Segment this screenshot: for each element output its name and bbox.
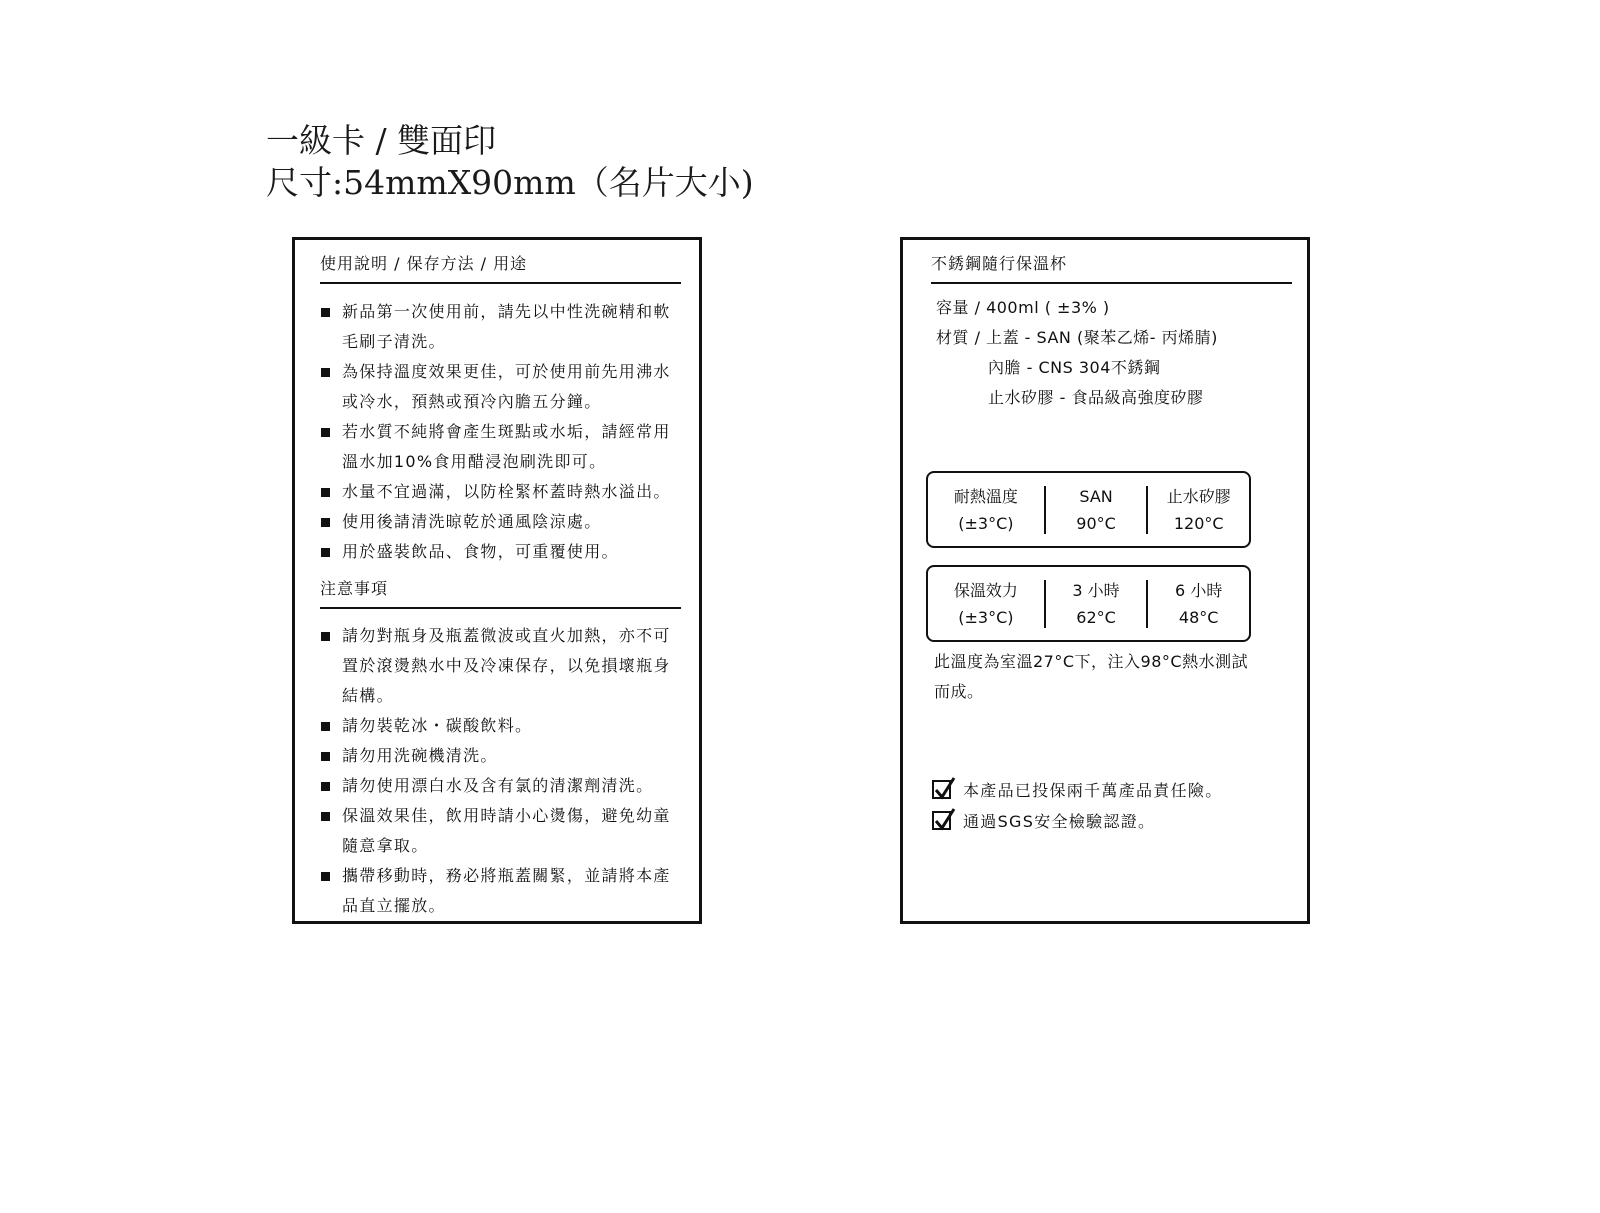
list-item: 請勿用洗碗機清洗。 <box>321 741 686 771</box>
bullet-square-icon <box>321 752 330 761</box>
list-item: 請勿對瓶身及瓶蓋微波或直火加熱，亦不可置於滾燙熱水中及冷凍保存，以免損壞瓶身結構。 <box>321 621 686 711</box>
list-item: 水量不宜過滿，以防栓緊杯蓋時熱水溢出。 <box>321 477 686 507</box>
caution-list <box>321 621 686 921</box>
insulation-label-cell: 保溫效力 (±3°C) <box>953 580 1018 627</box>
usage-list <box>321 297 686 567</box>
list-item: 請勿使用漂白水及含有氯的清潔劑清洗。 <box>321 771 686 801</box>
usage-section-title: 使用說明 / 保存方法 / 用途 <box>320 253 681 284</box>
certification-list <box>932 774 1223 836</box>
caution-section-title: 注意事項 <box>320 578 681 609</box>
material-spec: 材質 / 上蓋 - SAN (聚苯乙烯- 丙烯腈) <box>936 328 1218 347</box>
heat-silicone-cell: 止水矽膠 120°C <box>1166 486 1231 533</box>
list-item: 用於盛裝飲品、食物，可重覆使用。 <box>321 537 686 567</box>
list-item: 請勿裝乾冰・碳酸飲料。 <box>321 711 686 741</box>
list-item: 本產品已投保兩千萬產品責任險。 <box>932 774 1223 805</box>
product-title: 不銹鋼隨行保溫杯 <box>931 253 1292 284</box>
inner-spec: 內膽 - CNS 304不銹鋼 <box>988 358 1161 377</box>
page-heading <box>266 120 754 204</box>
insulation-6h-cell: 6 小時 48°C <box>1175 580 1223 627</box>
bullet-square-icon <box>321 722 330 731</box>
print-spec-title: 一級卡 / 雙面印 <box>266 121 497 160</box>
bullet-square-icon <box>321 872 330 881</box>
bullet-square-icon <box>321 548 330 557</box>
card-instructions <box>292 237 702 924</box>
list-item: 若水質不純將會產生斑點或水垢，請經常用溫水加10%食用醋浸泡刷洗即可。 <box>321 417 686 477</box>
capacity-spec: 容量 / 400ml ( ±3% ) <box>936 298 1110 317</box>
heat-san-cell: SAN 90°C <box>1076 486 1116 533</box>
bullet-square-icon <box>321 368 330 377</box>
card-product-info <box>900 237 1310 924</box>
size-spec: 尺寸:54mmX90mm（名片大小) <box>266 163 754 202</box>
heat-resistance-table <box>926 471 1251 548</box>
list-item: 保溫效果佳，飲用時請小心燙傷，避免幼童隨意拿取。 <box>321 801 686 861</box>
bullet-square-icon <box>321 782 330 791</box>
heat-label-cell: 耐熱溫度 (±3°C) <box>953 486 1018 533</box>
bullet-square-icon <box>321 488 330 497</box>
spec-block <box>936 293 1218 413</box>
list-item: 通過SGS安全檢驗認證。 <box>932 805 1223 836</box>
list-item: 攜帶移動時，務必將瓶蓋關緊，並請將本產品直立擺放。 <box>321 861 686 921</box>
bullet-square-icon <box>321 518 330 527</box>
checkbox-checked-icon <box>932 780 951 799</box>
list-item: 新品第一次使用前，請先以中性洗碗精和軟毛刷子清洗。 <box>321 297 686 357</box>
list-item: 為保持溫度效果更佳，可於使用前先用沸水或冷水，預熱或預冷內膽五分鐘。 <box>321 357 686 417</box>
bullet-square-icon <box>321 308 330 317</box>
test-condition-note: 此溫度為室溫27°C下，注入98°C熱水測試而成。 <box>934 652 1249 701</box>
seal-spec: 止水矽膠 - 食品級高強度矽膠 <box>988 388 1204 407</box>
bullet-square-icon <box>321 428 330 437</box>
checkbox-checked-icon <box>932 811 951 830</box>
insulation-3h-cell: 3 小時 62°C <box>1072 580 1120 627</box>
insulation-table <box>926 565 1251 642</box>
list-item: 使用後請清洗晾乾於通風陰涼處。 <box>321 507 686 537</box>
bullet-square-icon <box>321 632 330 641</box>
bullet-square-icon <box>321 812 330 821</box>
